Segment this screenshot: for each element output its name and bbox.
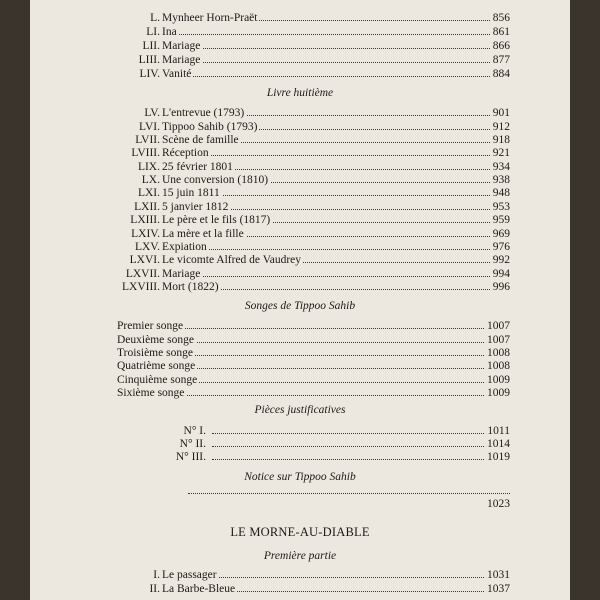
chapter-number: LIX. xyxy=(137,161,160,173)
page-number: 969 xyxy=(490,228,510,241)
chapter-title: Tippoo Sahib (1793) xyxy=(162,121,258,133)
chapter-title: Le père et le fils (1817) xyxy=(162,214,271,226)
chapter-number: LI. xyxy=(146,26,160,38)
toc-entry xyxy=(30,451,570,464)
toc-entry xyxy=(30,147,570,160)
toc-entry xyxy=(30,438,570,451)
toc-entry xyxy=(30,360,570,373)
page-number: 1007 xyxy=(484,334,510,347)
leader-dots xyxy=(162,34,510,35)
toc-entry xyxy=(30,228,570,241)
page-number: 976 xyxy=(490,241,510,254)
page-number: 948 xyxy=(490,187,510,200)
chapter-title: La mère et la fille xyxy=(162,228,244,240)
toc-entry xyxy=(30,107,570,120)
section-heading: Livre huitième xyxy=(266,87,334,99)
toc-entry xyxy=(30,241,570,254)
toc-entry xyxy=(30,12,570,25)
toc-entry xyxy=(30,387,570,400)
chapter-number: LXVII. xyxy=(125,268,160,280)
chapter-number: I. xyxy=(153,569,160,581)
page-number: 1019 xyxy=(484,451,510,464)
chapter-number: LVIII. xyxy=(131,147,160,159)
chapter-title: La Barbe-Bleue xyxy=(162,583,236,595)
toc-entry xyxy=(30,498,570,511)
chapter-title: L'entrevue (1793) xyxy=(162,107,245,119)
chapter-number: LXV. xyxy=(134,241,160,253)
chapter-number: II. xyxy=(149,583,160,595)
leader-dots xyxy=(162,249,510,250)
page-number: 1014 xyxy=(484,438,510,451)
chapter-title: Une conversion (1810) xyxy=(162,174,269,186)
toc-entry xyxy=(30,334,570,347)
page-number: 1007 xyxy=(484,320,510,333)
page-number: 994 xyxy=(490,268,510,281)
chapter-title: Expiation xyxy=(162,241,207,253)
leader-dots xyxy=(162,276,510,277)
chapter-title: Le passager xyxy=(162,569,217,581)
section-heading: Première partie xyxy=(263,550,337,562)
chapter-title: 25 février 1801 xyxy=(162,161,233,173)
page-number: 1031 xyxy=(484,569,510,582)
page-number: 934 xyxy=(490,161,510,174)
page-number: 996 xyxy=(490,281,510,294)
leader-dots xyxy=(212,433,510,434)
page-number: 921 xyxy=(490,147,510,160)
page-number: 953 xyxy=(490,201,510,214)
toc-entry xyxy=(30,320,570,333)
page-number: 1037 xyxy=(484,583,510,596)
page-number: 912 xyxy=(490,121,510,134)
toc-entry xyxy=(30,201,570,214)
chapter-title: 15 juin 1811 xyxy=(162,187,220,199)
leader-dots xyxy=(188,493,510,494)
chapter-number: LXI. xyxy=(137,187,160,199)
toc-entry xyxy=(30,187,570,200)
leader-dots xyxy=(162,62,510,63)
toc-entry xyxy=(30,161,570,174)
page-number: 884 xyxy=(490,68,510,81)
toc-entry xyxy=(30,425,570,438)
part-title: LE MORNE-AU-DIABLE xyxy=(230,525,370,539)
chapter-title: Le vicomte Alfred de Vaudrey xyxy=(162,254,302,266)
page-number: 1008 xyxy=(484,360,510,373)
page-number: 1011 xyxy=(484,425,510,438)
chapter-number: LXII. xyxy=(134,201,160,213)
piece-number: N° II. xyxy=(179,438,206,450)
page-number: 1009 xyxy=(484,387,510,400)
piece-number: N° III. xyxy=(175,451,206,463)
section-heading: Pièces justificatives xyxy=(254,404,346,416)
toc-entry xyxy=(30,254,570,267)
songe-title: Premier songe xyxy=(117,320,184,332)
toc-entry xyxy=(30,121,570,134)
chapter-number: LXVIII. xyxy=(122,281,160,293)
page-number: 866 xyxy=(490,40,510,53)
book-page xyxy=(30,0,570,600)
leader-dots xyxy=(212,459,510,460)
page-number: 1023 xyxy=(484,498,510,511)
page-number: 1008 xyxy=(484,347,510,360)
chapter-title: Mariage xyxy=(162,40,201,52)
chapter-title: Mynheer Horn-Praët xyxy=(162,12,258,24)
chapter-title: Mort (1822) xyxy=(162,281,219,293)
chapter-title: Réception xyxy=(162,147,209,159)
section-heading: Songes de Tippoo Sahib xyxy=(244,300,356,312)
chapter-title: 5 janvier 1812 xyxy=(162,201,229,213)
songe-title: Quatrième songe xyxy=(117,360,196,372)
toc-entry xyxy=(30,40,570,53)
page-number: 901 xyxy=(490,107,510,120)
chapter-number: LIII. xyxy=(138,54,160,66)
chapter-title: Vanité xyxy=(162,68,192,80)
toc-entry xyxy=(30,281,570,294)
songe-title: Sixième songe xyxy=(117,387,185,399)
page-number: 992 xyxy=(490,254,510,267)
chapter-title: Mariage xyxy=(162,268,201,280)
chapter-number: LXVI. xyxy=(129,254,160,266)
chapter-number: LXIV. xyxy=(131,228,160,240)
piece-number: N° I. xyxy=(183,425,206,437)
chapter-title: Mariage xyxy=(162,54,201,66)
toc-entry xyxy=(30,569,570,582)
chapter-number: L. xyxy=(150,12,160,24)
chapter-title: Ina xyxy=(162,26,177,38)
songe-title: Cinquième songe xyxy=(117,374,198,386)
page-number: 959 xyxy=(490,214,510,227)
toc-entry xyxy=(30,268,570,281)
chapter-title: Scène de famille xyxy=(162,134,239,146)
chapter-number: LVI. xyxy=(139,121,160,133)
leader-dots xyxy=(162,76,510,77)
page-number: 1009 xyxy=(484,374,510,387)
toc-entry xyxy=(30,347,570,360)
chapter-number: LIV. xyxy=(139,68,160,80)
page-number: 938 xyxy=(490,174,510,187)
page-number: 856 xyxy=(490,12,510,25)
leader-line xyxy=(30,485,570,498)
toc-entry xyxy=(30,374,570,387)
page-number: 861 xyxy=(490,26,510,39)
songe-title: Deuxième songe xyxy=(117,334,194,346)
chapter-number: LX. xyxy=(141,174,160,186)
chapter-number: LXIII. xyxy=(130,214,160,226)
toc-entry xyxy=(30,68,570,81)
chapter-number: LVII. xyxy=(135,134,160,146)
toc-entry xyxy=(30,54,570,67)
leader-dots xyxy=(212,446,510,447)
page-number: 918 xyxy=(490,134,510,147)
chapter-number: LV. xyxy=(144,107,160,119)
toc-entry xyxy=(30,134,570,147)
chapter-number: LII. xyxy=(142,40,160,52)
toc-entry xyxy=(30,26,570,39)
songe-title: Troisième songe xyxy=(117,347,193,359)
leader-dots xyxy=(162,155,510,156)
leader-dots xyxy=(162,48,510,49)
toc-entry xyxy=(30,583,570,596)
page-number: 877 xyxy=(490,54,510,67)
toc-entry xyxy=(30,174,570,187)
toc-entry xyxy=(30,214,570,227)
section-heading: Notice sur Tippoo Sahib xyxy=(244,471,356,483)
